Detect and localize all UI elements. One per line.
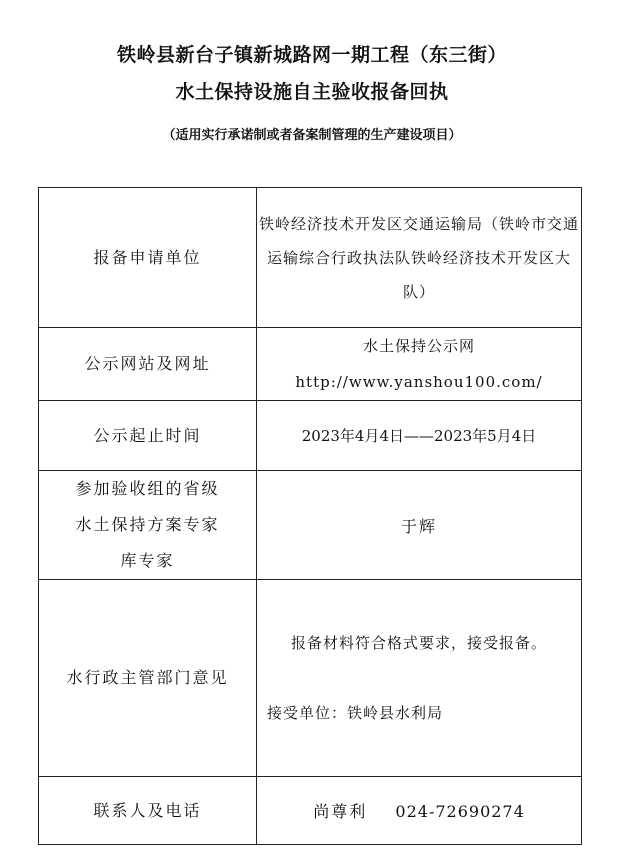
document-title-line1: 铁岭县新台子镇新城路网一期工程（东三街） <box>116 44 507 66</box>
applicant-value: 铁岭经济技术开发区交通运输局（铁岭市交通运输综合行政执法队铁岭经济技术开发区大队） <box>257 188 582 328</box>
expert-label-line2: 水土保持方案专家 <box>75 515 220 534</box>
contact-name: 尚尊利 <box>313 802 368 821</box>
expert-value: 于辉 <box>257 471 582 580</box>
applicant-label: 报备申请单位 <box>39 188 257 328</box>
table-row <box>39 328 582 401</box>
contact-label: 联系人及电话 <box>39 777 257 845</box>
document-title-line2: 水土保持设施自主验收报备回执 <box>175 81 449 103</box>
contact-cell <box>257 777 582 845</box>
table-row <box>39 471 582 580</box>
table-row <box>39 777 582 845</box>
opinion-cell <box>257 580 582 777</box>
receipt-form-table <box>38 187 582 845</box>
website-label: 公示网站及网址 <box>39 328 257 401</box>
table-row <box>39 401 582 471</box>
period-label: 公示起止时间 <box>39 401 257 471</box>
expert-label <box>39 471 257 580</box>
table-row <box>39 580 582 777</box>
contact-phone: 024-72690274 <box>395 802 525 821</box>
opinion-text: 报备材料符合格式要求，接受报备。 <box>290 634 547 652</box>
website-url: http://www.yanshou100.com/ <box>295 373 543 391</box>
period-value: 2023年4月4日——2023年5月4日 <box>257 401 582 471</box>
website-cell <box>257 328 582 401</box>
opinion-label: 水行政主管部门意见 <box>39 580 257 777</box>
expert-label-line3: 库专家 <box>120 551 175 570</box>
expert-label-line1: 参加验收组的省级 <box>75 479 220 498</box>
opinion-receiver: 接受单位：铁岭县水利局 <box>267 704 444 722</box>
table-row <box>39 188 582 328</box>
document-subtitle: （适用实行承诺制或者备案制管理的生产建设项目） <box>162 128 462 143</box>
website-name: 水土保持公示网 <box>362 337 475 355</box>
